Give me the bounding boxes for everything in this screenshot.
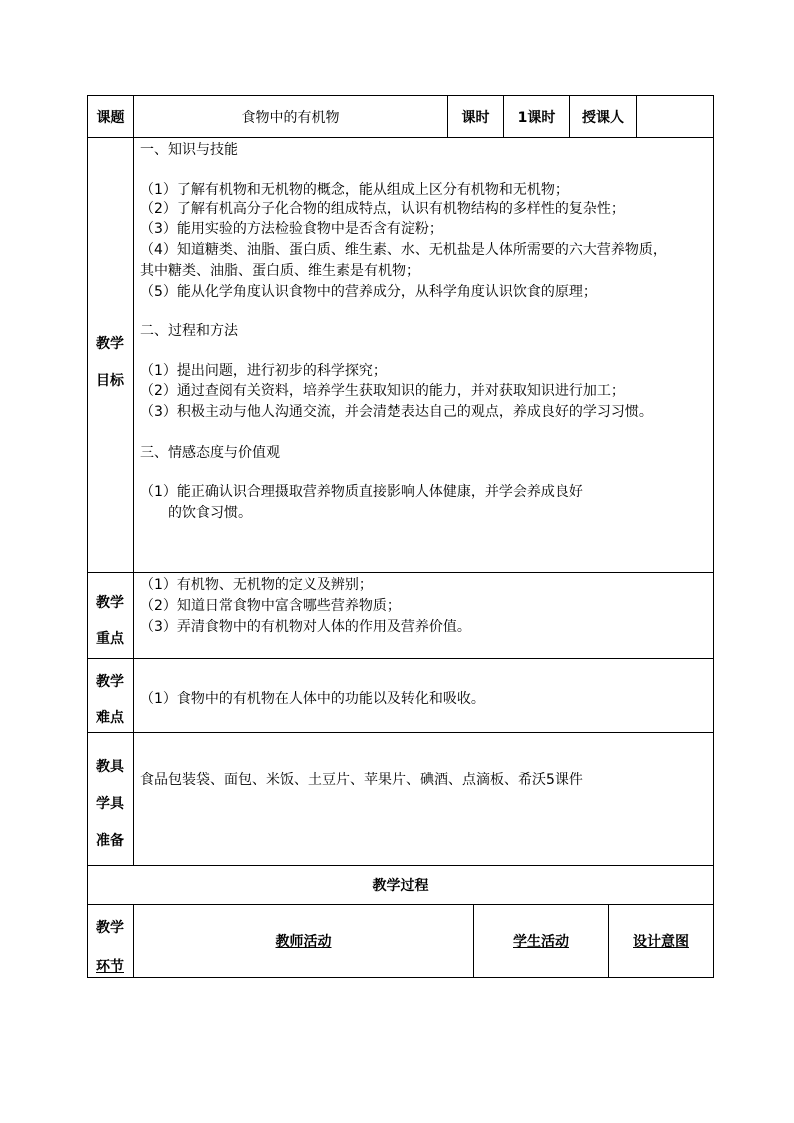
design-intent-header: 设计意图 (633, 934, 689, 950)
difficulty-item: （1）食物中的有机物在人体中的功能以及转化和吸收。 (140, 691, 485, 707)
teacher-activity-header: 教师活动 (275, 934, 332, 950)
row-divider (87, 137, 714, 138)
difficulties-label-line1: 教学 (96, 674, 124, 690)
objectives-label-line2: 目标 (96, 373, 124, 389)
objective-item: （3）能用实验的方法检验食物中是否含有淀粉； (140, 221, 443, 237)
key-point-item: （1）有机物、无机物的定义及辨别； (140, 577, 373, 593)
key-point-item: （3）弄清食物中的有机物对人体的作用及营养价值。 (140, 619, 471, 635)
materials-label-line1: 教具 (96, 759, 124, 775)
materials-label-line2: 学具 (96, 796, 124, 812)
objective-item: （4）知道糖类、油脂、蛋白质、维生素、水、无机盐是人体所需要的六大营养物质， (140, 242, 667, 258)
section-heading: 一、知识与技能 (140, 142, 238, 158)
table-border-right (713, 95, 714, 978)
title-label: 课题 (96, 109, 125, 126)
teacher-label: 授课人 (582, 109, 624, 126)
objective-item: （1）能正确认识合理摄取营养物质直接影响人体健康，并学会养成良好 (140, 484, 583, 500)
key-points-label-line1: 教学 (96, 595, 124, 611)
objective-item: （2）通过查阅有关资料，培养学生获取知识的能力，并对获取知识进行加工； (140, 383, 625, 399)
objective-item: （5）能从化学角度认识食物中的营养成分，从科学角度认识饮食的原理； (140, 284, 597, 300)
objective-item: 的饮食习惯。 (168, 505, 252, 521)
stage-header-line1: 教学 (96, 920, 124, 936)
teacher-value (637, 96, 713, 137)
student-activity-header: 学生活动 (513, 934, 569, 950)
table-border-bottom (87, 977, 714, 978)
key-point-item: （2）知道日常食物中富含哪些营养物质； (140, 598, 401, 614)
objective-item: （2）了解有机高分子化合物的组成特点，认识有机物结构的多样性的复杂性； (140, 201, 625, 217)
process-title: 教学过程 (372, 878, 429, 894)
objective-item: （1）提出问题，进行初步的科学探究； (140, 363, 387, 379)
section-heading: 三、情感态度与价值观 (140, 445, 280, 461)
lesson-title: 食物中的有机物 (241, 109, 340, 126)
hours-label: 课时 (461, 109, 490, 126)
hours-value: 1课时 (517, 109, 556, 126)
row-divider (87, 572, 714, 573)
objective-item: （3）积极主动与他人沟通交流，并会清楚表达自己的观点，养成良好的学习习惯。 (140, 404, 653, 420)
row-divider (87, 732, 714, 733)
objectives-label-line1: 教学 (96, 336, 124, 352)
materials-list: 食品包装袋、面包、米饭、土豆片、苹果片、碘酒、点滴板、希沃5课件 (140, 772, 583, 788)
objective-item: （1）了解有机物和无机物的概念，能从组成上区分有机物和无机物； (140, 182, 569, 198)
section-heading: 二、过程和方法 (140, 323, 238, 339)
objective-item: 其中糖类、油脂、蛋白质、维生素是有机物； (140, 263, 420, 279)
difficulties-label-line2: 难点 (96, 710, 124, 726)
materials-label-line3: 准备 (96, 833, 124, 849)
row-divider (87, 658, 714, 659)
key-points-label-line2: 重点 (96, 631, 124, 647)
column-divider (133, 95, 134, 866)
stage-header-line2: 环节 (96, 959, 124, 975)
